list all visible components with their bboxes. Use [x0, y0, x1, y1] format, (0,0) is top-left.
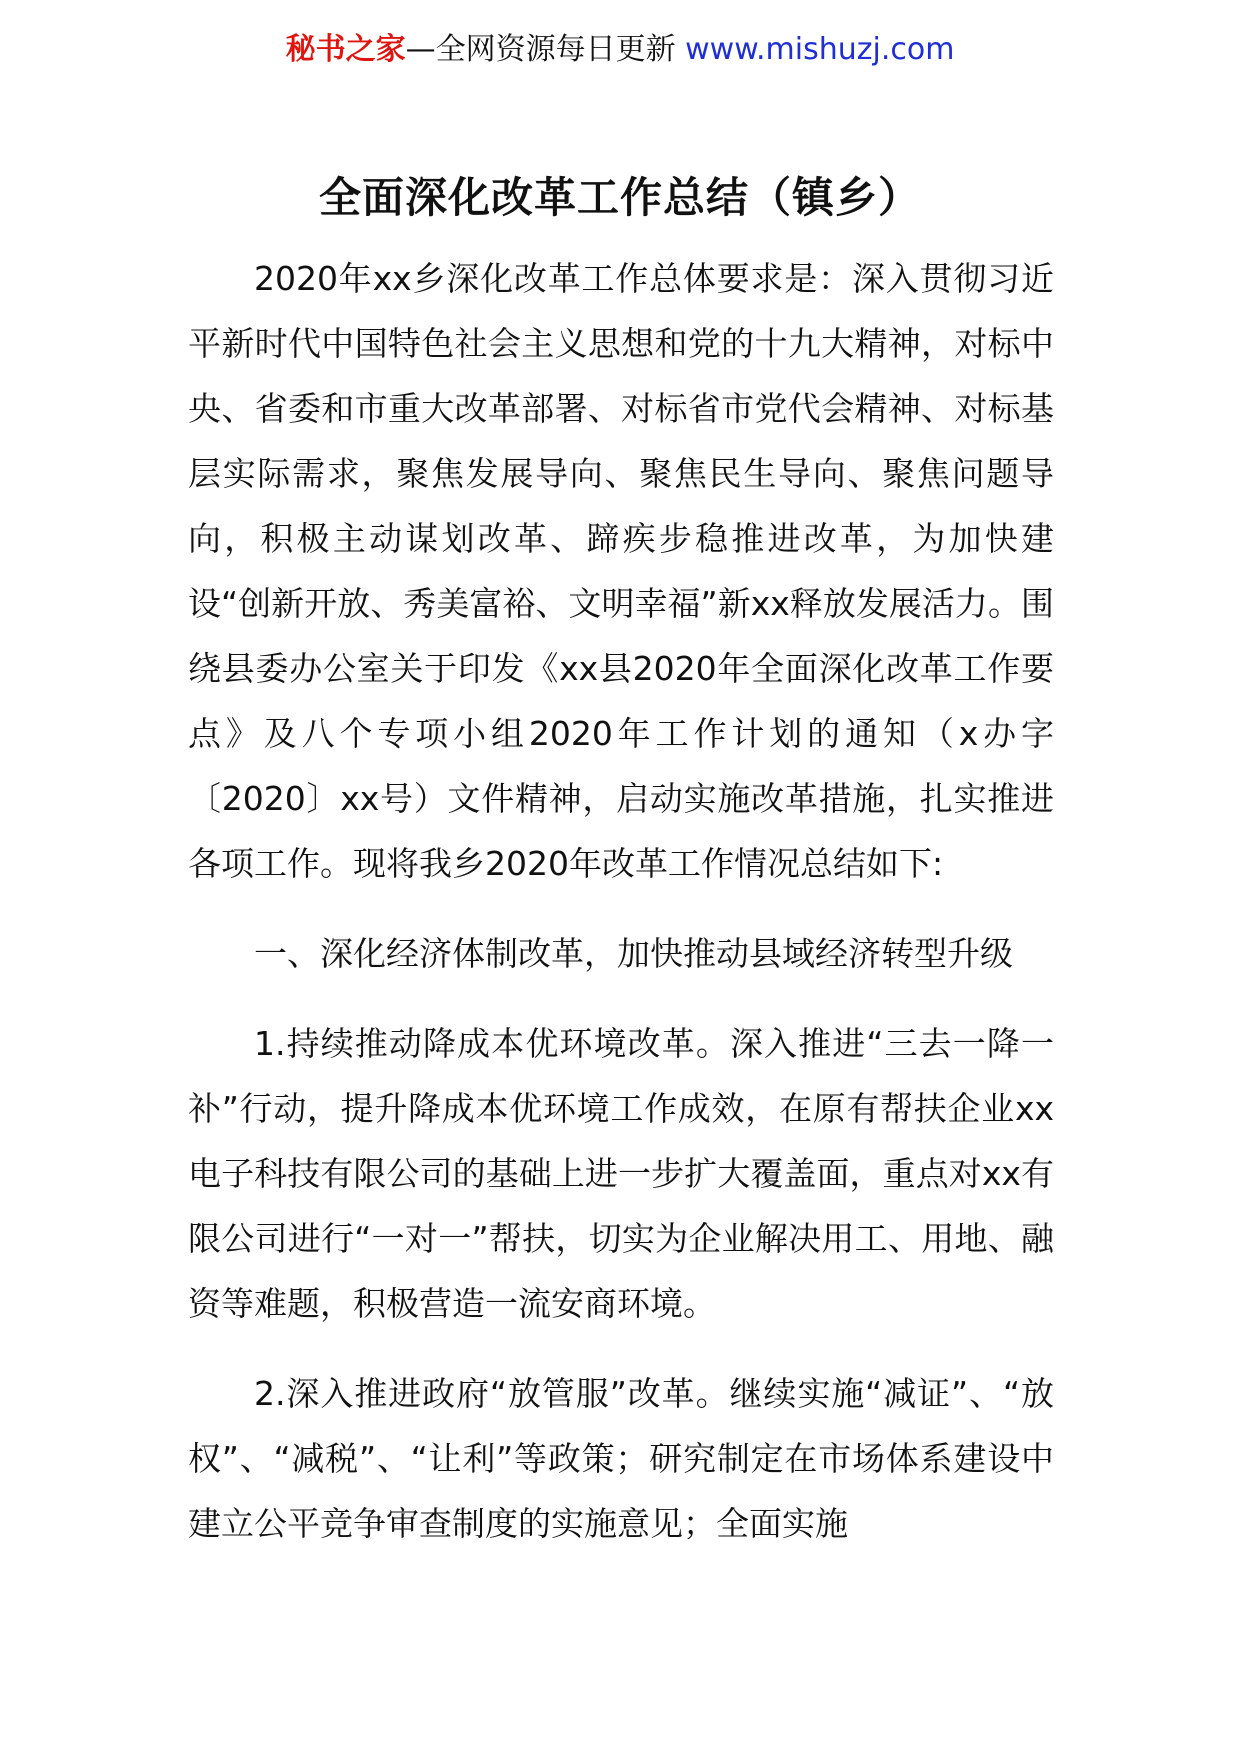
paragraph-cost-reduction-reform: 1.持续推动降成本优环境改革。深入推进“三去一降一补”行动，提升降成本优环境工作成效，在原有帮扶企业xx电子科技有限公司的基础上进一步扩大覆盖面，重点对xx有限公司进行“一对一”帮扶，切实为企业解决用工、用地、融资等难题，积极营造一流安商环境。 [188, 1024, 1054, 1323]
site-tagline: —全网资源每日更新 [405, 32, 686, 67]
section-heading-economic-reform: 一、深化经济体制改革，加快推动县域经济转型升级 [254, 934, 1013, 973]
paragraph-government-service-reform: 2.深入推进政府“放管服”改革。继续实施“减证”、“放权”、“减税”、“让利”等政策；研究制定在市场体系建设中建立公平竞争审查制度的实施意见；全面实施 [188, 1374, 1054, 1543]
document-title: 全面深化改革工作总结（镇乡） [318, 173, 921, 222]
document-body [188, 246, 1054, 1581]
site-url-link[interactable]: www.mishuzj.com [685, 32, 955, 67]
site-brand-name: 秘书之家 [285, 32, 406, 67]
site-header-banner [0, 30, 1240, 70]
intro-paragraph: 2020年xx乡深化改革工作总体要求是：深入贯彻习近平新时代中国特色社会主义思想和党的十九大精神，对标中央、省委和市重大改革部署、对标省市党代会精神、对标基层实际需求，聚焦发展导向、聚焦民生导向、聚焦问题导向，积极主动谋划改革、蹄疾步稳推进改革，为加快建设“创新开放、秀美富裕、文明幸福”新xx释放发展活力。围绕县委办公室关于印发《xx县2020年全面深化改革工作要点》及八个专项小组2020年工作计划的通知（x办字〔2020〕xx号）文件精神，启动实施改革措施，扎实推进各项工作。现将我乡2020年改革工作情况总结如下: [188, 259, 1054, 883]
